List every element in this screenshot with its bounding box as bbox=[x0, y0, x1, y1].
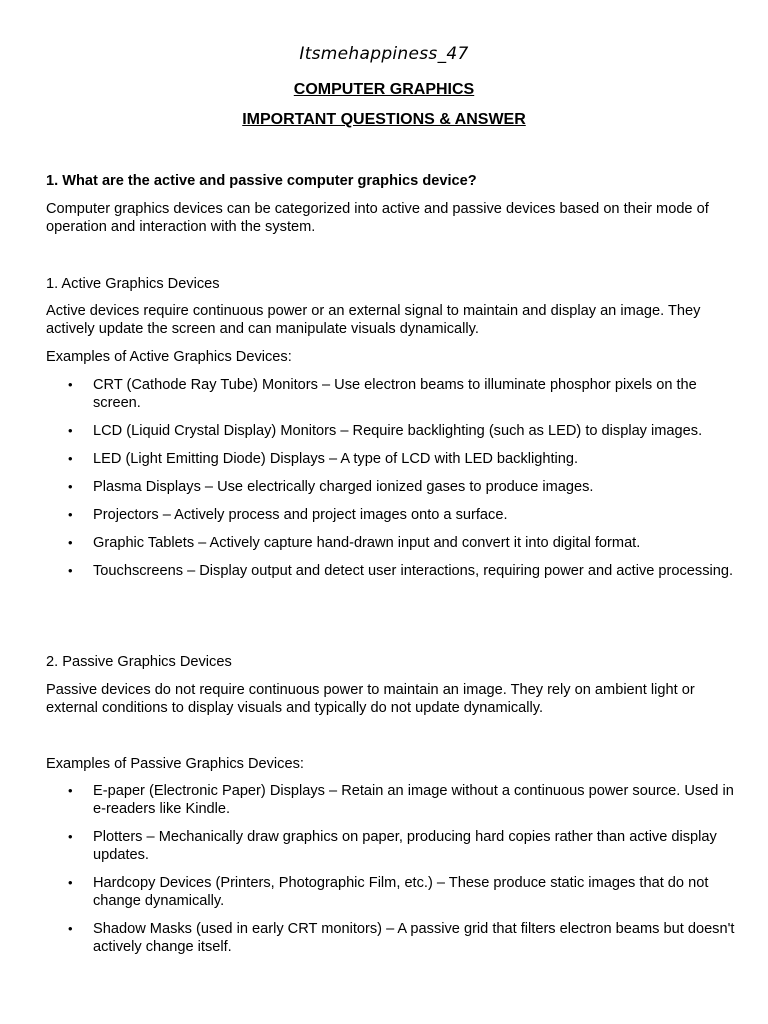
list-item: • Plotters – Mechanically draw graphics on paper, producing hard copies rather than active display updates. bbox=[46, 828, 736, 864]
list-item: • Graphic Tablets – Actively capture hand-drawn input and convert it into digital format. bbox=[46, 534, 736, 552]
list-item: • Hardcopy Devices (Printers, Photographic Film, etc.) – These produce static images that do not change dynamically. bbox=[46, 874, 736, 910]
author-handle: Itsmehappiness_47 bbox=[299, 44, 469, 64]
active-description-text: Active devices require continuous power or an external signal to maintain and display an image. They actively update the screen and can manipulate visuals dynamically. bbox=[46, 303, 701, 337]
list-item: • LED (Light Emitting Diode) Displays – A type of LCD with LED backlighting. bbox=[46, 450, 736, 468]
passive-examples-label: Examples of Passive Graphics Devices: bbox=[46, 756, 304, 772]
intro-text: Computer graphics devices can be categorized into active and passive devices based on their mode of operation and interaction with the system. bbox=[46, 201, 709, 235]
list-item: • Projectors – Actively process and project images onto a surface. bbox=[46, 506, 736, 524]
list-item: • Plasma Displays – Use electrically charged ionized gases to produce images. bbox=[46, 478, 736, 496]
active-description bbox=[46, 302, 736, 338]
list-item: • LCD (Liquid Crystal Display) Monitors – Require backlighting (such as LED) to display images. bbox=[46, 422, 736, 440]
passive-description-text: Passive devices do not require continuous power to maintain an image. They rely on ambient light or external conditions to display visuals and typically do not update dynamically. bbox=[46, 682, 695, 716]
document-subtitle: IMPORTANT QUESTIONS & ANSWER bbox=[242, 111, 526, 128]
list-item: • CRT (Cathode Ray Tube) Monitors – Use electron beams to illuminate phosphor pixels on the screen. bbox=[46, 376, 736, 412]
list-item: • E-paper (Electronic Paper) Displays – Retain an image without a continuous power source. Used in e-readers like Kindle. bbox=[46, 782, 736, 818]
list-item: • Shadow Masks (used in early CRT monitors) – A passive grid that filters electron beams but doesn't actively change itself. bbox=[46, 920, 736, 956]
question-heading: 1. What are the active and passive computer graphics device? bbox=[46, 173, 477, 189]
passive-description bbox=[46, 681, 736, 717]
intro-paragraph bbox=[46, 200, 736, 236]
active-section-heading: 1. Active Graphics Devices bbox=[46, 276, 220, 292]
document-title: COMPUTER GRAPHICS bbox=[293, 81, 475, 98]
active-examples-label: Examples of Active Graphics Devices: bbox=[46, 349, 292, 365]
list-item: • Touchscreens – Display output and detect user interactions, requiring power and active processing. bbox=[46, 562, 736, 580]
active-examples-list bbox=[46, 376, 736, 590]
passive-examples-list bbox=[46, 782, 736, 966]
passive-section-heading: 2. Passive Graphics Devices bbox=[46, 654, 232, 670]
